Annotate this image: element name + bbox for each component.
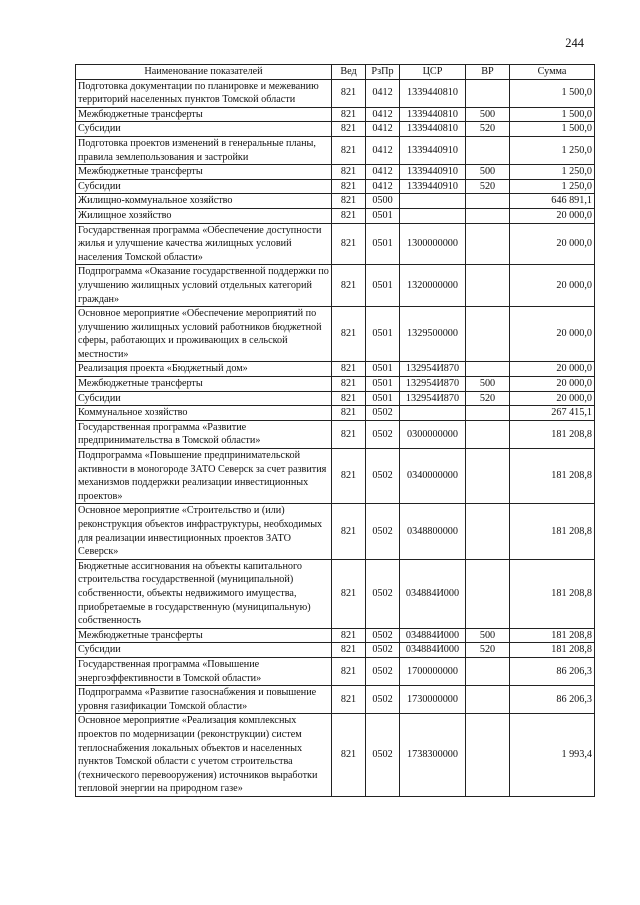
column-header-name: Наименование показателей: [76, 65, 332, 80]
table-row: [76, 420, 595, 448]
row-csr-cell: 1738300000: [400, 714, 466, 797]
row-name-cell: Основное мероприятие «Реализация комплексных проектов по модернизации (реконструкции) систем теплоснабжения локальных объектов и населенных пунктов Томской области с учетом строительства (технического перевооружения) источников выработки тепловой энергии на природном газе»: [76, 714, 332, 797]
row-rzpr-cell: 0412: [366, 136, 400, 164]
row-vr-cell: 520: [466, 122, 510, 137]
column-header-rzpr: РзПр: [366, 65, 400, 80]
row-sum-cell: 20 000,0: [510, 208, 595, 223]
row-rzpr-cell: 0502: [366, 504, 400, 559]
row-rzpr-cell: 0502: [366, 714, 400, 797]
row-name-cell: Субсидии: [76, 179, 332, 194]
row-name-cell: Коммунальное хозяйство: [76, 406, 332, 421]
row-vr-cell: 520: [466, 643, 510, 658]
row-sum-cell: 1 500,0: [510, 107, 595, 122]
row-sum-cell: 181 208,8: [510, 643, 595, 658]
table-row: [76, 179, 595, 194]
row-ved-cell: 821: [332, 686, 366, 714]
row-rzpr-cell: 0501: [366, 265, 400, 307]
row-name-cell: Реализация проекта «Бюджетный дом»: [76, 362, 332, 377]
row-rzpr-cell: 0412: [366, 179, 400, 194]
row-ved-cell: 821: [332, 165, 366, 180]
row-vr-cell: [466, 559, 510, 628]
row-name-cell: Подпрограмма «Развитие газоснабжения и повышение уровня газификации Томской области»: [76, 686, 332, 714]
row-ved-cell: 821: [332, 449, 366, 504]
row-csr-cell: [400, 208, 466, 223]
row-name-cell: Жилищное хозяйство: [76, 208, 332, 223]
row-rzpr-cell: 0412: [366, 107, 400, 122]
row-ved-cell: 821: [332, 208, 366, 223]
row-rzpr-cell: 0501: [366, 362, 400, 377]
column-header-sum: Сумма: [510, 65, 595, 80]
table-row: [76, 265, 595, 307]
table-row: [76, 165, 595, 180]
row-rzpr-cell: 0502: [366, 406, 400, 421]
row-csr-cell: [400, 194, 466, 209]
table-row: [76, 136, 595, 164]
row-sum-cell: 181 208,8: [510, 628, 595, 643]
row-rzpr-cell: 0502: [366, 420, 400, 448]
table-row: [76, 657, 595, 685]
row-ved-cell: 821: [332, 223, 366, 265]
row-name-cell: Субсидии: [76, 643, 332, 658]
column-header-vr: ВР: [466, 65, 510, 80]
row-vr-cell: [466, 362, 510, 377]
row-ved-cell: 821: [332, 107, 366, 122]
row-rzpr-cell: 0502: [366, 559, 400, 628]
row-ved-cell: 821: [332, 122, 366, 137]
table-row: [76, 107, 595, 122]
row-name-cell: Межбюджетные трансферты: [76, 628, 332, 643]
row-csr-cell: 132954И870: [400, 391, 466, 406]
row-sum-cell: 267 415,1: [510, 406, 595, 421]
row-ved-cell: 821: [332, 362, 366, 377]
row-vr-cell: 500: [466, 628, 510, 643]
table-row: [76, 406, 595, 421]
row-ved-cell: 821: [332, 420, 366, 448]
row-rzpr-cell: 0412: [366, 122, 400, 137]
row-vr-cell: [466, 265, 510, 307]
row-rzpr-cell: 0501: [366, 223, 400, 265]
table-row: [76, 686, 595, 714]
row-csr-cell: 1730000000: [400, 686, 466, 714]
row-csr-cell: 132954И870: [400, 362, 466, 377]
column-header-csr: ЦСР: [400, 65, 466, 80]
row-ved-cell: 821: [332, 307, 366, 362]
page-number: 244: [565, 36, 584, 50]
row-name-cell: Межбюджетные трансферты: [76, 377, 332, 392]
row-name-cell: Межбюджетные трансферты: [76, 107, 332, 122]
table-row: [76, 362, 595, 377]
row-name-cell: Государственная программа «Повышение энергоэффективности в Томской области»: [76, 657, 332, 685]
row-csr-cell: 0340000000: [400, 449, 466, 504]
row-vr-cell: [466, 79, 510, 107]
row-name-cell: Бюджетные ассигнования на объекты капитального строительства государственной (муниципальной) собственности, объекты недвижимого имущества, приобретаемые в государственную (муниципальную) собственность: [76, 559, 332, 628]
row-vr-cell: [466, 194, 510, 209]
row-csr-cell: 1339440910: [400, 136, 466, 164]
row-sum-cell: 1 250,0: [510, 179, 595, 194]
row-name-cell: Межбюджетные трансферты: [76, 165, 332, 180]
row-ved-cell: 821: [332, 79, 366, 107]
row-ved-cell: 821: [332, 406, 366, 421]
row-sum-cell: 86 206,3: [510, 686, 595, 714]
row-csr-cell: 1339440810: [400, 107, 466, 122]
row-sum-cell: 20 000,0: [510, 223, 595, 265]
table-row: [76, 122, 595, 137]
row-csr-cell: 1700000000: [400, 657, 466, 685]
row-sum-cell: 20 000,0: [510, 377, 595, 392]
table-row: [76, 377, 595, 392]
row-sum-cell: 181 208,8: [510, 504, 595, 559]
row-name-cell: Основное мероприятие «Строительство и (или) реконструкция объектов инфраструктуры, необходимых для реализации инвестиционных проектов ЗАТО Северск»: [76, 504, 332, 559]
row-vr-cell: 520: [466, 179, 510, 194]
row-name-cell: Подпрограмма «Оказание государственной поддержки по улучшению жилищных условий отдельных категорий граждан»: [76, 265, 332, 307]
row-rzpr-cell: 0501: [366, 377, 400, 392]
row-csr-cell: 132954И870: [400, 377, 466, 392]
row-name-cell: Жилищно-коммунальное хозяйство: [76, 194, 332, 209]
row-sum-cell: 1 250,0: [510, 136, 595, 164]
table-row: [76, 504, 595, 559]
row-csr-cell: 034884И000: [400, 628, 466, 643]
row-sum-cell: 20 000,0: [510, 307, 595, 362]
row-csr-cell: 034884И000: [400, 559, 466, 628]
row-csr-cell: 1329500000: [400, 307, 466, 362]
row-sum-cell: 181 208,8: [510, 449, 595, 504]
table-row: [76, 79, 595, 107]
row-ved-cell: 821: [332, 559, 366, 628]
row-vr-cell: [466, 208, 510, 223]
row-csr-cell: [400, 406, 466, 421]
row-vr-cell: 520: [466, 391, 510, 406]
table-row: [76, 449, 595, 504]
row-vr-cell: [466, 449, 510, 504]
budget-table: [75, 64, 595, 797]
row-sum-cell: 646 891,1: [510, 194, 595, 209]
row-ved-cell: 821: [332, 657, 366, 685]
row-sum-cell: 1 500,0: [510, 79, 595, 107]
row-sum-cell: 181 208,8: [510, 420, 595, 448]
row-vr-cell: [466, 714, 510, 797]
row-rzpr-cell: 0502: [366, 657, 400, 685]
row-csr-cell: 1339440810: [400, 79, 466, 107]
row-name-cell: Подготовка документации по планировке и межеванию территорий населенных пунктов Томской области: [76, 79, 332, 107]
row-ved-cell: 821: [332, 714, 366, 797]
row-rzpr-cell: 0502: [366, 449, 400, 504]
row-rzpr-cell: 0412: [366, 165, 400, 180]
row-rzpr-cell: 0502: [366, 628, 400, 643]
row-rzpr-cell: 0501: [366, 208, 400, 223]
row-vr-cell: [466, 223, 510, 265]
row-sum-cell: 181 208,8: [510, 559, 595, 628]
row-vr-cell: [466, 504, 510, 559]
row-ved-cell: 821: [332, 194, 366, 209]
table-header-row: [76, 65, 595, 80]
table-row: [76, 307, 595, 362]
row-rzpr-cell: 0412: [366, 79, 400, 107]
row-sum-cell: 1 500,0: [510, 122, 595, 137]
row-sum-cell: 1 993,4: [510, 714, 595, 797]
row-name-cell: Государственная программа «Развитие предпринимательства в Томской области»: [76, 420, 332, 448]
row-csr-cell: 1339440810: [400, 122, 466, 137]
row-name-cell: Основное мероприятие «Обеспечение мероприятий по улучшению жилищных условий работников бюджетной сферы, работающих и проживающих в сельской местности»: [76, 307, 332, 362]
row-csr-cell: 0300000000: [400, 420, 466, 448]
table-row: [76, 628, 595, 643]
row-ved-cell: 821: [332, 391, 366, 406]
row-sum-cell: 86 206,3: [510, 657, 595, 685]
row-ved-cell: 821: [332, 265, 366, 307]
row-rzpr-cell: 0502: [366, 686, 400, 714]
row-rzpr-cell: 0500: [366, 194, 400, 209]
table-row: [76, 208, 595, 223]
row-ved-cell: 821: [332, 504, 366, 559]
row-name-cell: Субсидии: [76, 122, 332, 137]
table-row: [76, 643, 595, 658]
table-row: [76, 223, 595, 265]
table-row: [76, 714, 595, 797]
row-vr-cell: 500: [466, 107, 510, 122]
row-rzpr-cell: 0501: [366, 307, 400, 362]
table-row: [76, 559, 595, 628]
row-name-cell: Подготовка проектов изменений в генеральные планы, правила землепользования и застройки: [76, 136, 332, 164]
row-name-cell: Субсидии: [76, 391, 332, 406]
row-sum-cell: 20 000,0: [510, 265, 595, 307]
row-vr-cell: 500: [466, 377, 510, 392]
row-vr-cell: [466, 136, 510, 164]
column-header-ved: Вед: [332, 65, 366, 80]
row-csr-cell: 0348800000: [400, 504, 466, 559]
row-vr-cell: [466, 406, 510, 421]
row-ved-cell: 821: [332, 643, 366, 658]
row-rzpr-cell: 0502: [366, 643, 400, 658]
table-row: [76, 194, 595, 209]
row-ved-cell: 821: [332, 136, 366, 164]
row-csr-cell: 1300000000: [400, 223, 466, 265]
row-rzpr-cell: 0501: [366, 391, 400, 406]
row-name-cell: Подпрограмма «Повышение предпринимательской активности в моногороде ЗАТО Северск за счет развития механизмов поддержки реализации инвестиционных проектов»: [76, 449, 332, 504]
row-ved-cell: 821: [332, 179, 366, 194]
row-sum-cell: 20 000,0: [510, 391, 595, 406]
row-sum-cell: 1 250,0: [510, 165, 595, 180]
table-row: [76, 391, 595, 406]
row-csr-cell: 034884И000: [400, 643, 466, 658]
row-ved-cell: 821: [332, 377, 366, 392]
row-vr-cell: 500: [466, 165, 510, 180]
row-ved-cell: 821: [332, 628, 366, 643]
row-vr-cell: [466, 657, 510, 685]
row-name-cell: Государственная программа «Обеспечение доступности жилья и улучшение качества жилищных условий населения Томской области»: [76, 223, 332, 265]
row-sum-cell: 20 000,0: [510, 362, 595, 377]
row-csr-cell: 1339440910: [400, 179, 466, 194]
row-vr-cell: [466, 307, 510, 362]
row-csr-cell: 1320000000: [400, 265, 466, 307]
row-csr-cell: 1339440910: [400, 165, 466, 180]
row-vr-cell: [466, 686, 510, 714]
row-vr-cell: [466, 420, 510, 448]
